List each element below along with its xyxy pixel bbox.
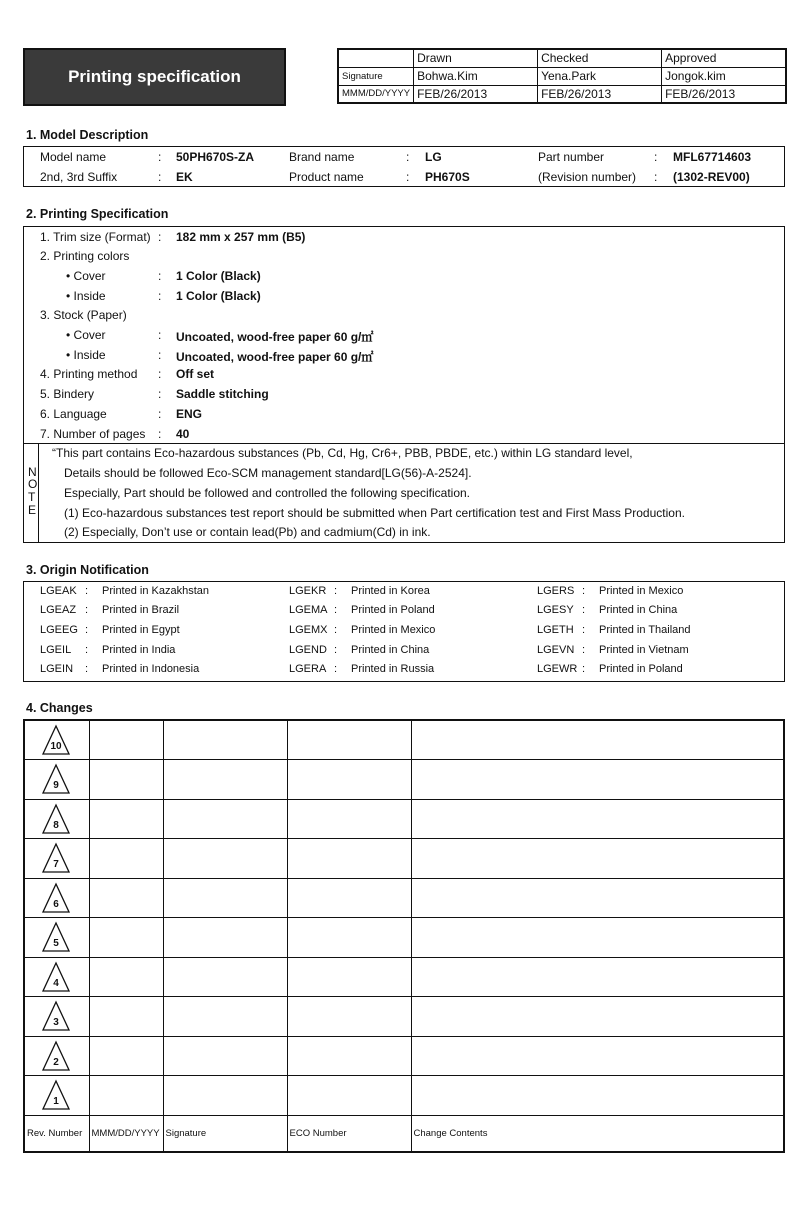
blank-cell [163,1036,287,1076]
blank-cell [163,878,287,918]
origin-text: Printed in Vietnam [599,644,689,656]
revision-triangle [41,882,71,914]
revision-row [24,1076,784,1116]
origin-code: LGEND [289,644,327,656]
revision-cell [24,760,89,800]
origin-text: Printed in Brazil [102,604,180,616]
origin-code: LGEVN [537,644,575,656]
blank-cell [411,918,784,958]
model-label-4: 2nd, 3rd Suffix [40,170,118,184]
colon: : [582,585,586,597]
blank-cell [287,1076,411,1116]
revision-triangle [41,921,71,953]
sig-approved: Jongok.kim [662,67,786,85]
spec-label: 2. Printing colors [40,249,130,263]
blank-cell [89,1036,163,1076]
changes-header-cell: MMM/DD/YYYY [89,1115,163,1152]
model-value-4: EK [176,170,193,184]
revision-cell [24,918,89,958]
blank-cell [287,799,411,839]
colon: : [334,624,338,636]
blank-cell [89,957,163,997]
note-letter: N [28,465,37,479]
blank-cell [89,918,163,958]
origin-text: Printed in Indonesia [102,663,200,675]
colon: : [158,328,162,342]
model-value-2: LG [425,150,442,164]
note-line: Details should be followed Eco-SCM management standard[LG(56)-A-2524]. [64,466,472,480]
spec-label: 7. Number of pages [40,427,146,441]
blank-cell [89,839,163,879]
note-divider [23,443,785,444]
col-drawn: Drawn [414,49,538,67]
origin-text: Printed in Thailand [599,624,691,636]
colon: : [158,230,162,244]
colon: : [158,387,162,401]
revision-triangle [41,1079,71,1111]
revision-row [24,720,784,760]
blank-cell [411,839,784,879]
model-box [23,146,785,187]
changes-header-cell: Change Contents [411,1115,784,1152]
model-label-5: Product name [289,170,364,184]
note-line: Especially, Part should be followed and controlled the following specification. [64,486,471,500]
colon: : [85,624,89,636]
note-letter: O [28,477,38,491]
origin-text: Printed in Korea [351,585,430,597]
blank-cell [411,1076,784,1116]
sig-corner [338,49,414,67]
colon: : [158,407,162,421]
revision-cell [24,878,89,918]
blank-cell [163,1076,287,1116]
revision-triangle [41,724,71,756]
blank-cell [287,878,411,918]
note-line: (1) Eco-hazardous substances test report should be submitted when Part certification test and First Mass Production. [64,506,685,520]
model-value-5: PH670S [425,170,470,184]
blank-cell [411,799,784,839]
model-value-3: MFL67714603 [673,150,752,164]
date-approved: FEB/26/2013 [662,85,786,103]
origin-code: LGEWR [537,663,578,675]
date-checked: FEB/26/2013 [538,85,662,103]
colon: : [334,604,338,616]
colon: : [582,604,586,616]
origin-text: Printed in Mexico [599,585,684,597]
note-letter: E [28,503,37,517]
blank-cell [287,1036,411,1076]
changes-header-cell: Signature [163,1115,287,1152]
revision-row [24,918,784,958]
colon: : [158,427,162,441]
spec-value: 1 Color (Black) [176,289,261,303]
revision-row [24,878,784,918]
blank-cell [411,997,784,1037]
page-title: Printing specification [68,67,241,86]
spec-label: 3. Stock (Paper) [40,308,127,322]
revision-triangle [41,803,71,835]
note-letter: T [28,490,36,504]
colon: : [85,585,89,597]
model-label-1: Model name [40,150,107,164]
colon: : [582,624,586,636]
revision-cell [24,957,89,997]
blank-cell [287,720,411,760]
origin-section-title: 3. Origin Notification [26,563,149,577]
blank-cell [287,918,411,958]
colon: : [582,644,586,656]
changes-table [23,719,785,1153]
date-drawn: FEB/26/2013 [414,85,538,103]
note-line: “This part contains Eco-hazardous substances (Pb, Cd, Hg, Cr6+, PBB, PBDE, etc.) within LG standard level, [52,446,633,460]
origin-code: LGEIN [40,663,74,675]
revision-number: 1 [53,1096,59,1108]
origin-code: LGERS [537,585,575,597]
spec-value: 40 [176,427,190,441]
changes-header-row [24,1115,784,1152]
revision-triangle [41,1040,71,1072]
blank-cell [89,878,163,918]
spec-value: Uncoated, wood-free paper 60 g/㎡ [176,330,374,344]
origin-text: Printed in Egypt [102,624,180,636]
origin-code: LGEMA [289,604,328,616]
spec-label: 4. Printing method [40,367,138,381]
spec-value: ENG [176,407,203,421]
spec-label: 1. Trim size (Format) [40,230,151,244]
blank-cell [89,720,163,760]
blank-cell [163,799,287,839]
revision-cell [24,997,89,1037]
model-label-6: (Revision number) [538,170,637,184]
origin-text: Printed in Poland [599,663,683,675]
origin-text: Printed in China [351,644,430,656]
revision-cell [24,799,89,839]
spec-label: • Cover [66,328,106,342]
colon: : [406,150,410,164]
origin-text: Printed in Russia [351,663,435,675]
title-banner [23,48,286,106]
colon: : [406,170,410,184]
blank-cell [287,957,411,997]
blank-cell [411,720,784,760]
changes-header-cell: Rev. Number [24,1115,89,1152]
revision-triangle [41,1000,71,1032]
date-label: MMM/DD/YYYY [338,85,414,103]
revision-number: 8 [53,819,59,831]
origin-text: Printed in China [599,604,678,616]
colon: : [158,150,162,164]
revision-cell [24,839,89,879]
blank-cell [411,957,784,997]
blank-cell [163,918,287,958]
model-label-3: Part number [538,150,605,164]
origin-code: LGETH [537,624,574,636]
revision-number: 9 [53,780,59,792]
colon: : [158,367,162,381]
blank-cell [287,839,411,879]
signature-label: Signature [338,67,414,85]
blank-cell [163,839,287,879]
blank-cell [89,799,163,839]
changes-header-cell: ECO Number [287,1115,411,1152]
revision-row [24,799,784,839]
col-approved: Approved [662,49,786,67]
changes-section-title: 4. Changes [26,701,93,715]
revision-number: 2 [53,1056,59,1068]
spec-label: 5. Bindery [40,387,95,401]
model-value-1: 50PH670S-ZA [176,150,255,164]
origin-code: LGEIL [40,644,72,656]
origin-code: LGEAZ [40,604,77,616]
revision-row [24,839,784,879]
revision-triangle [41,763,71,795]
colon: : [654,170,658,184]
colon: : [158,348,162,362]
origin-text: Printed in Mexico [351,624,436,636]
revision-row [24,760,784,800]
revision-number: 10 [50,741,62,752]
origin-code: LGERA [289,663,327,675]
revision-triangle [41,961,71,993]
sig-checked: Yena.Park [538,67,662,85]
origin-code: LGEAK [40,585,77,597]
revision-triangle [41,842,71,874]
revision-number: 5 [53,938,59,950]
origin-text: Printed in Kazakhstan [102,585,210,597]
blank-cell [287,760,411,800]
colon: : [158,170,162,184]
spec-value: Off set [176,367,215,381]
blank-cell [163,997,287,1037]
revision-number: 6 [53,898,59,910]
colon: : [85,644,89,656]
blank-cell [411,760,784,800]
blank-cell [89,760,163,800]
note-side-divider [38,443,39,543]
blank-cell [89,997,163,1037]
spec-value: Uncoated, wood-free paper 60 g/㎡ [176,350,374,364]
blank-cell [163,760,287,800]
origin-text: Printed in India [102,644,176,656]
revision-row [24,1036,784,1076]
blank-cell [163,720,287,760]
col-checked: Checked [538,49,662,67]
colon: : [334,585,338,597]
spec-value: 1 Color (Black) [176,269,261,283]
model-section-title: 1. Model Description [26,128,149,142]
sig-drawn: Bohwa.Kim [414,67,538,85]
origin-code: LGEEG [40,624,78,636]
revision-number: 3 [53,1017,59,1029]
spec-label: • Inside [66,348,106,362]
colon: : [158,289,162,303]
colon: : [334,644,338,656]
colon: : [85,663,89,675]
model-value-6: (1302-REV00) [673,170,750,184]
printing-section-title: 2. Printing Specification [26,207,169,221]
colon: : [654,150,658,164]
spec-value: Saddle stitching [176,387,269,401]
revision-cell [24,1036,89,1076]
revision-cell [24,720,89,760]
origin-code: LGESY [537,604,574,616]
colon: : [85,604,89,616]
revision-row [24,997,784,1037]
origin-text: Printed in Poland [351,604,435,616]
spec-value: 182 mm x 257 mm (B5) [176,230,306,244]
revision-row [24,957,784,997]
blank-cell [287,997,411,1037]
origin-code: LGEMX [289,624,328,636]
origin-code: LGEKR [289,585,327,597]
signature-table [337,48,787,104]
blank-cell [411,1036,784,1076]
spec-label: 6. Language [40,407,107,421]
revision-cell [24,1076,89,1116]
model-label-2: Brand name [289,150,355,164]
note-line: (2) Especially, Don’t use or contain lead(Pb) and cadmium(Cd) in ink. [64,525,431,539]
blank-cell [411,878,784,918]
revision-number: 7 [53,859,59,871]
colon: : [334,663,338,675]
spec-label: • Inside [66,289,106,303]
spec-label: • Cover [66,269,106,283]
blank-cell [163,957,287,997]
revision-number: 4 [53,977,59,989]
colon: : [158,269,162,283]
colon: : [582,663,586,675]
blank-cell [89,1076,163,1116]
